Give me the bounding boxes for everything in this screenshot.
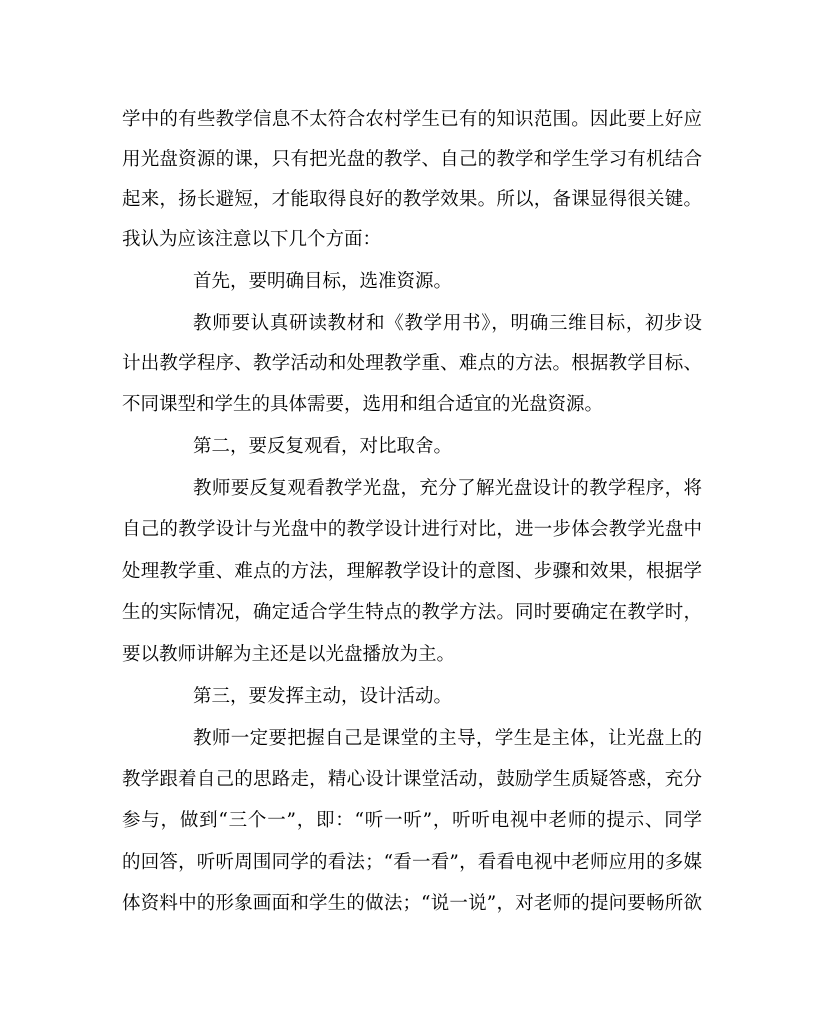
paragraph-line: 学中的有些教学信息不太符合农村学生已有的知识范围。因此要上好应: [122, 109, 702, 130]
paragraph-line: 自己的教学设计与光盘中的教学设计进行对比，进一步体会教学光盘中: [122, 519, 702, 540]
paragraph-line: 起来，扬长避短，才能取得良好的教学效果。所以，备课显得很关键。: [122, 189, 702, 210]
paragraph-line: 教师一定要把握自己是课堂的主导，学生是主体，让光盘上的: [193, 728, 702, 749]
paragraph-line: 不同课型和学生的具体需要，选用和组合适宜的光盘资源。: [122, 394, 604, 415]
paragraph-line: 我认为应该注意以下几个方面：: [122, 229, 382, 250]
paragraph-line: 用光盘资源的课，只有把光盘的教学、自己的教学和学生学习有机结合: [122, 149, 702, 170]
paragraph-line: 参与，做到“三个一”，即：“听一听”，听听电视中老师的提示、同学: [122, 810, 702, 831]
paragraph-line: 体资料中的形象画面和学生的做法；“说一说”，对老师的提问要畅所欲: [122, 893, 702, 914]
section-heading-line: 第三，要发挥主动，设计活动。: [193, 686, 453, 707]
paragraph-line: 的回答，听听周围同学的看法；“看一看”，看看电视中老师应用的多媒: [122, 852, 702, 873]
section-heading-line: 首先，要明确目标，选准资源。: [193, 271, 453, 292]
paragraph-line: 要以教师讲解为主还是以光盘播放为主。: [122, 644, 456, 665]
paragraph-line: 教师要反复观看教学光盘，充分了解光盘设计的教学程序，将: [193, 478, 702, 499]
paragraph-line: 计出教学程序、教学活动和处理教学重、难点的方法。根据教学目标、: [122, 353, 702, 374]
section-heading-line: 第二，要反复观看，对比取舍。: [193, 436, 453, 457]
paragraph-line: 教学跟着自己的思路走，精心设计课堂活动，鼓励学生质疑答惑，充分: [122, 769, 702, 790]
paragraph-line: 处理教学重、难点的方法，理解教学设计的意图、步骤和效果，根据学: [122, 561, 702, 582]
paragraph-line: 生的实际情况，确定适合学生特点的教学方法。同时要确定在教学时，: [122, 602, 702, 623]
paragraph-line: 教师要认真研读教材和《教学用书》，明确三维目标，初步设: [193, 313, 702, 334]
